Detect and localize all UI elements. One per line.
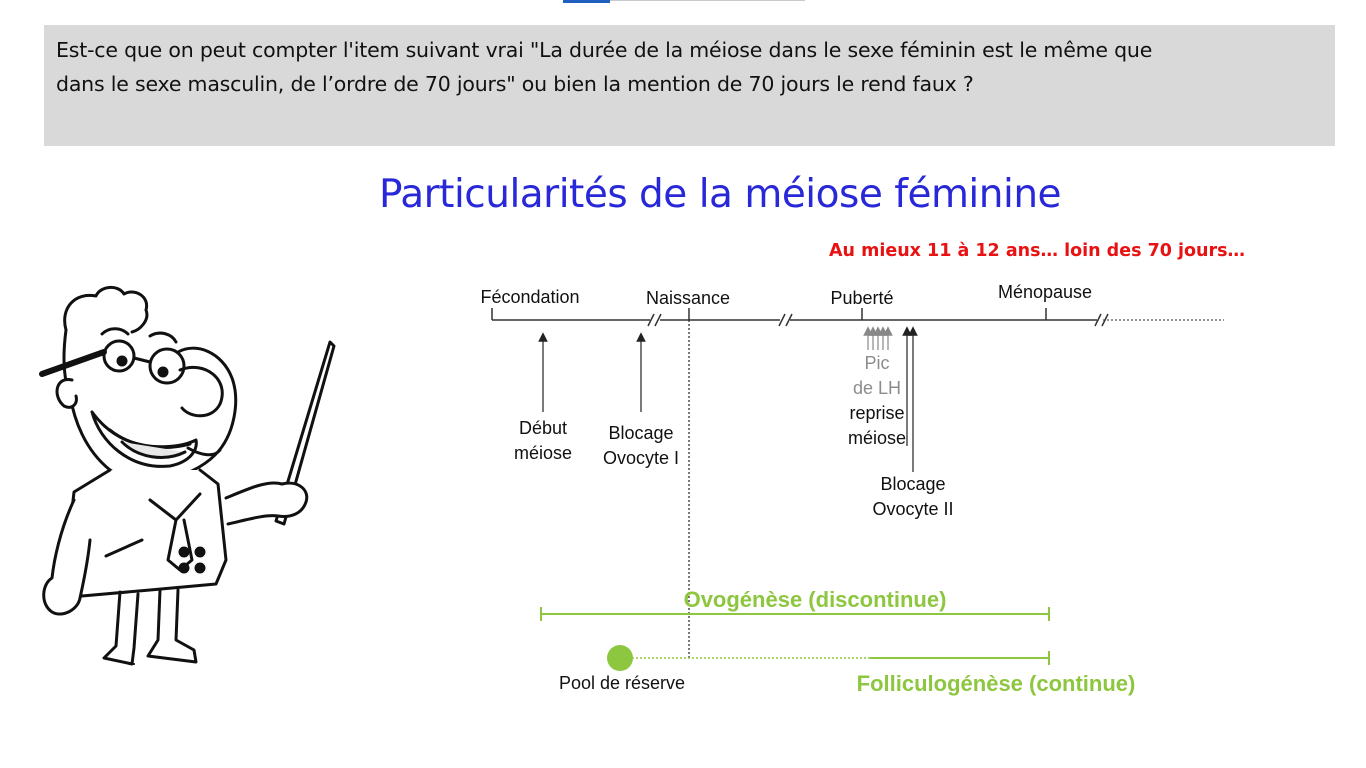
label-pic-lh xyxy=(853,351,901,401)
event-fecondation: Fécondation xyxy=(480,287,580,307)
pool-reserve-dot xyxy=(607,645,633,671)
event-menopause: Ménopause xyxy=(997,282,1093,302)
label-reprise-meiose xyxy=(848,401,906,451)
pool-reserve-label: Pool de réserve xyxy=(558,673,686,693)
folliculogenese-bar xyxy=(620,651,1049,665)
label-reprise-meiose-line-1: reprise xyxy=(849,403,905,423)
label-pic-lh-line-2: de LH xyxy=(852,378,902,398)
question-line-2: dans le sexe masculin, de l’ordre de 70 jours" ou bien la mention de 70 jours le rend faux ? xyxy=(56,72,974,96)
label-blocage-ovocyte-1-line-1: Blocage xyxy=(608,423,674,443)
label-debut-meiose xyxy=(514,416,572,466)
event-puberte: Puberté xyxy=(830,288,894,308)
folliculogenese-label: Folliculogénèse (continue) xyxy=(856,671,1136,696)
question-line-1: Est-ce que on peut compter l'item suivant vrai "La durée de la méiose dans le sexe féminin est le même que xyxy=(56,38,1153,62)
label-blocage-ovocyte-2-line-1: Blocage xyxy=(880,474,946,494)
duration-annotation: Au mieux 11 à 12 ans… loin des 70 jours… xyxy=(829,241,1246,261)
label-debut-meiose-line-1: Début xyxy=(518,418,568,438)
label-reprise-meiose-line-2: méiose xyxy=(847,428,907,448)
label-blocage-ovocyte-1-line-2: Ovocyte I xyxy=(602,448,680,468)
lh-surge-arrows xyxy=(868,331,888,350)
label-blocage-ovocyte-2-line-2: Ovocyte II xyxy=(872,499,954,519)
event-naissance: Naissance xyxy=(645,288,731,308)
label-pic-lh-line-1: Pic xyxy=(864,353,890,373)
label-blocage-ovocyte-2 xyxy=(872,472,953,522)
ovogenese-label: Ovogénèse (discontinue) xyxy=(683,587,947,612)
slide-title: Particularités de la méiose féminine xyxy=(378,172,1062,217)
label-debut-meiose-line-2: méiose xyxy=(513,443,573,463)
label-blocage-ovocyte-1 xyxy=(603,421,679,471)
